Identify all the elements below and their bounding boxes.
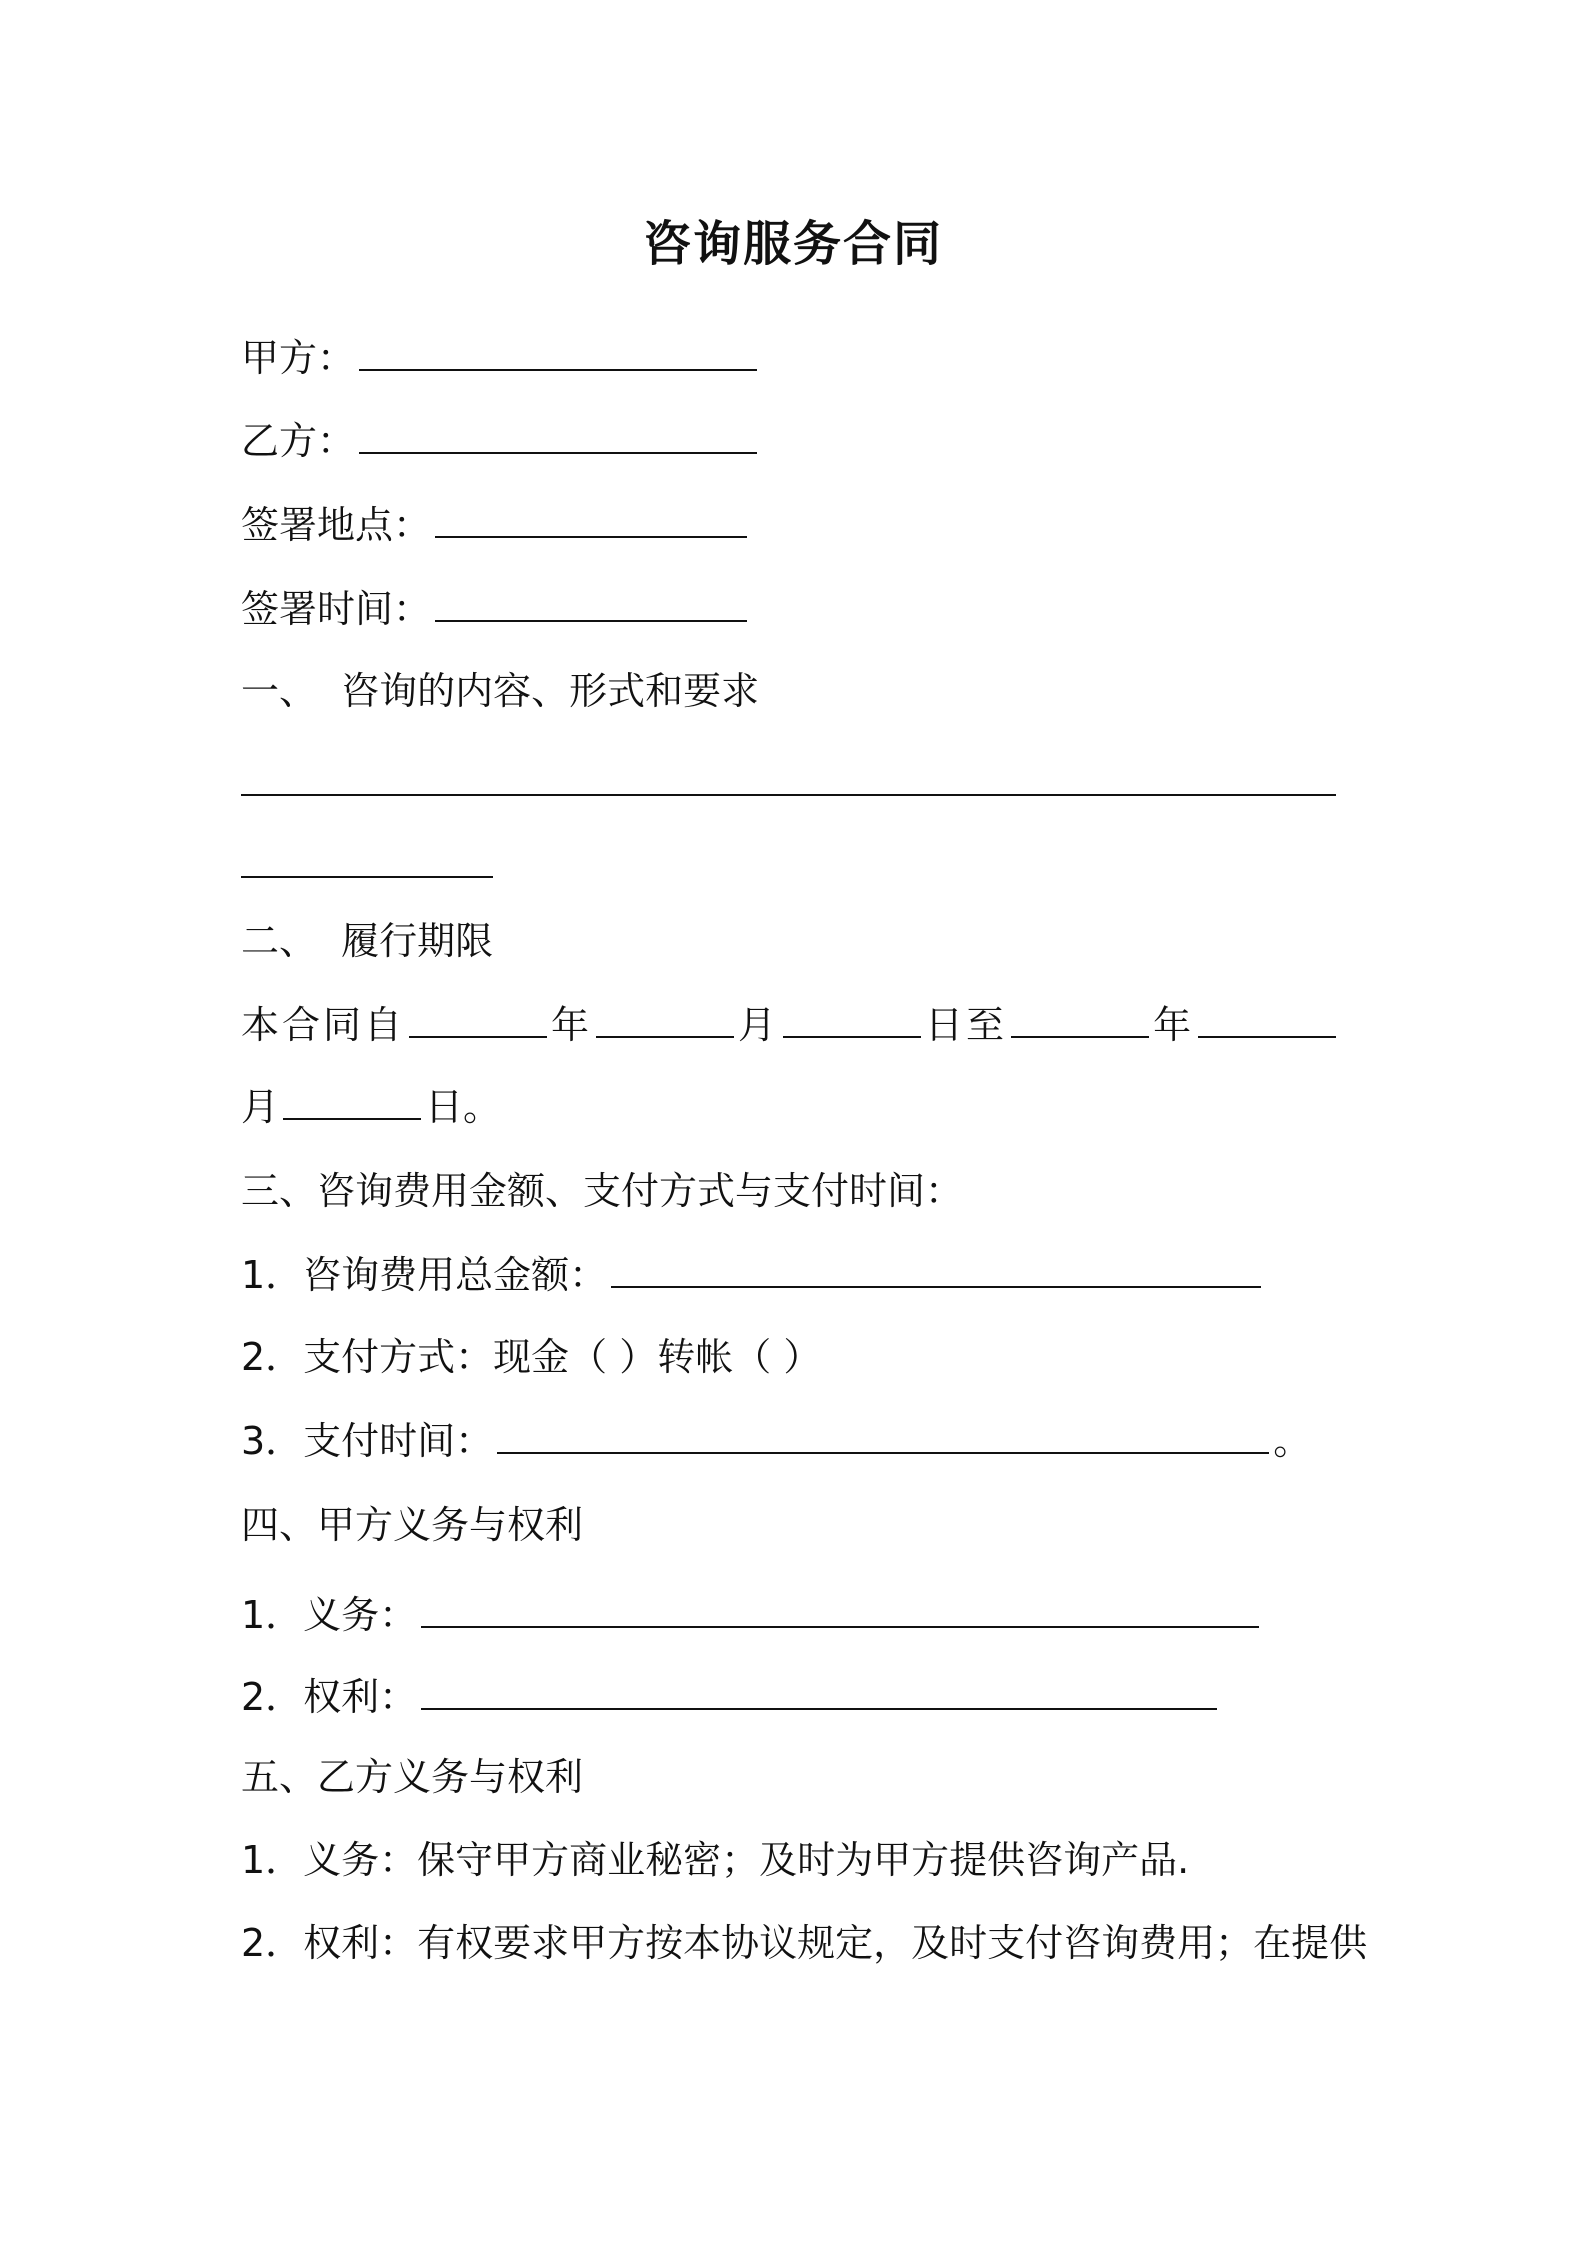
a-right-line [241, 1674, 1221, 1720]
term-line-1 [241, 1002, 1340, 1048]
payment-time-end: 。 [1273, 1419, 1312, 1463]
party-b-line [241, 418, 761, 464]
a-duty-blank[interactable] [421, 1594, 1259, 1628]
party-b-blank[interactable] [359, 420, 757, 454]
party-b-label: 乙方： [241, 419, 356, 463]
section4-heading: 四、甲方义务与权利 [241, 1503, 584, 1547]
b-duty: 1．义务：保守甲方商业秘密；及时为甲方提供咨询产品. [241, 1838, 1190, 1882]
payment-time-label: 3．支付时间： [241, 1419, 494, 1463]
end-month-blank-part[interactable] [1198, 1004, 1336, 1038]
sign-time-label: 签署时间： [241, 587, 432, 631]
b-right: 2．权利：有权要求甲方按本协议规定，及时支付咨询费用；在提供 [241, 1921, 1368, 1965]
start-year-blank[interactable] [409, 1004, 547, 1038]
section1-blank-line-1 [241, 760, 1336, 806]
sign-place-line [241, 502, 751, 548]
end-day-blank[interactable] [283, 1086, 421, 1120]
sign-place-label: 签署地点： [241, 503, 432, 547]
sign-place-blank[interactable] [435, 504, 747, 538]
party-a-blank[interactable] [359, 337, 757, 371]
section2-heading: 二、 履行期限 [241, 919, 494, 963]
term-prefix: 本合同自 [241, 1003, 406, 1047]
start-day-blank[interactable] [783, 1004, 921, 1038]
payment-time-blank[interactable] [497, 1420, 1269, 1454]
a-duty-label: 1．义务： [241, 1593, 418, 1637]
section1-blank-line-2 [241, 842, 493, 888]
payment-time-line [241, 1418, 1311, 1464]
a-right-label: 2．权利： [241, 1675, 418, 1719]
section1-heading: 一、 咨询的内容、形式和要求 [241, 669, 760, 713]
sign-time-line [241, 586, 751, 632]
payment-method: 2．支付方式：现金（ ）转帐（ ） [241, 1335, 822, 1379]
term-month: 月 [738, 1003, 780, 1047]
term-day-end: 日。 [425, 1085, 502, 1129]
term-line-2 [241, 1084, 501, 1130]
section5-heading: 五、乙方义务与权利 [241, 1755, 584, 1799]
term-year: 年 [551, 1003, 593, 1047]
content-blank-2[interactable] [241, 844, 493, 878]
term-year2: 年 [1153, 1003, 1195, 1047]
party-a-label: 甲方： [241, 336, 356, 380]
start-month-blank[interactable] [596, 1004, 734, 1038]
end-year-blank[interactable] [1011, 1004, 1149, 1038]
term-month2: 月 [241, 1085, 280, 1129]
party-a-line [241, 335, 761, 381]
sign-time-blank[interactable] [435, 588, 747, 622]
term-day-to: 日至 [925, 1003, 1008, 1047]
a-duty-line [241, 1592, 1263, 1638]
section3-heading: 三、咨询费用金额、支付方式与支付时间： [241, 1169, 964, 1213]
document-title: 咨询服务合同 [642, 216, 943, 272]
content-blank-1[interactable] [241, 762, 1336, 796]
fee-total-label: 1．咨询费用总金额： [241, 1253, 608, 1297]
fee-total-line [241, 1252, 1265, 1298]
a-right-blank[interactable] [421, 1676, 1217, 1710]
fee-total-blank[interactable] [611, 1254, 1261, 1288]
